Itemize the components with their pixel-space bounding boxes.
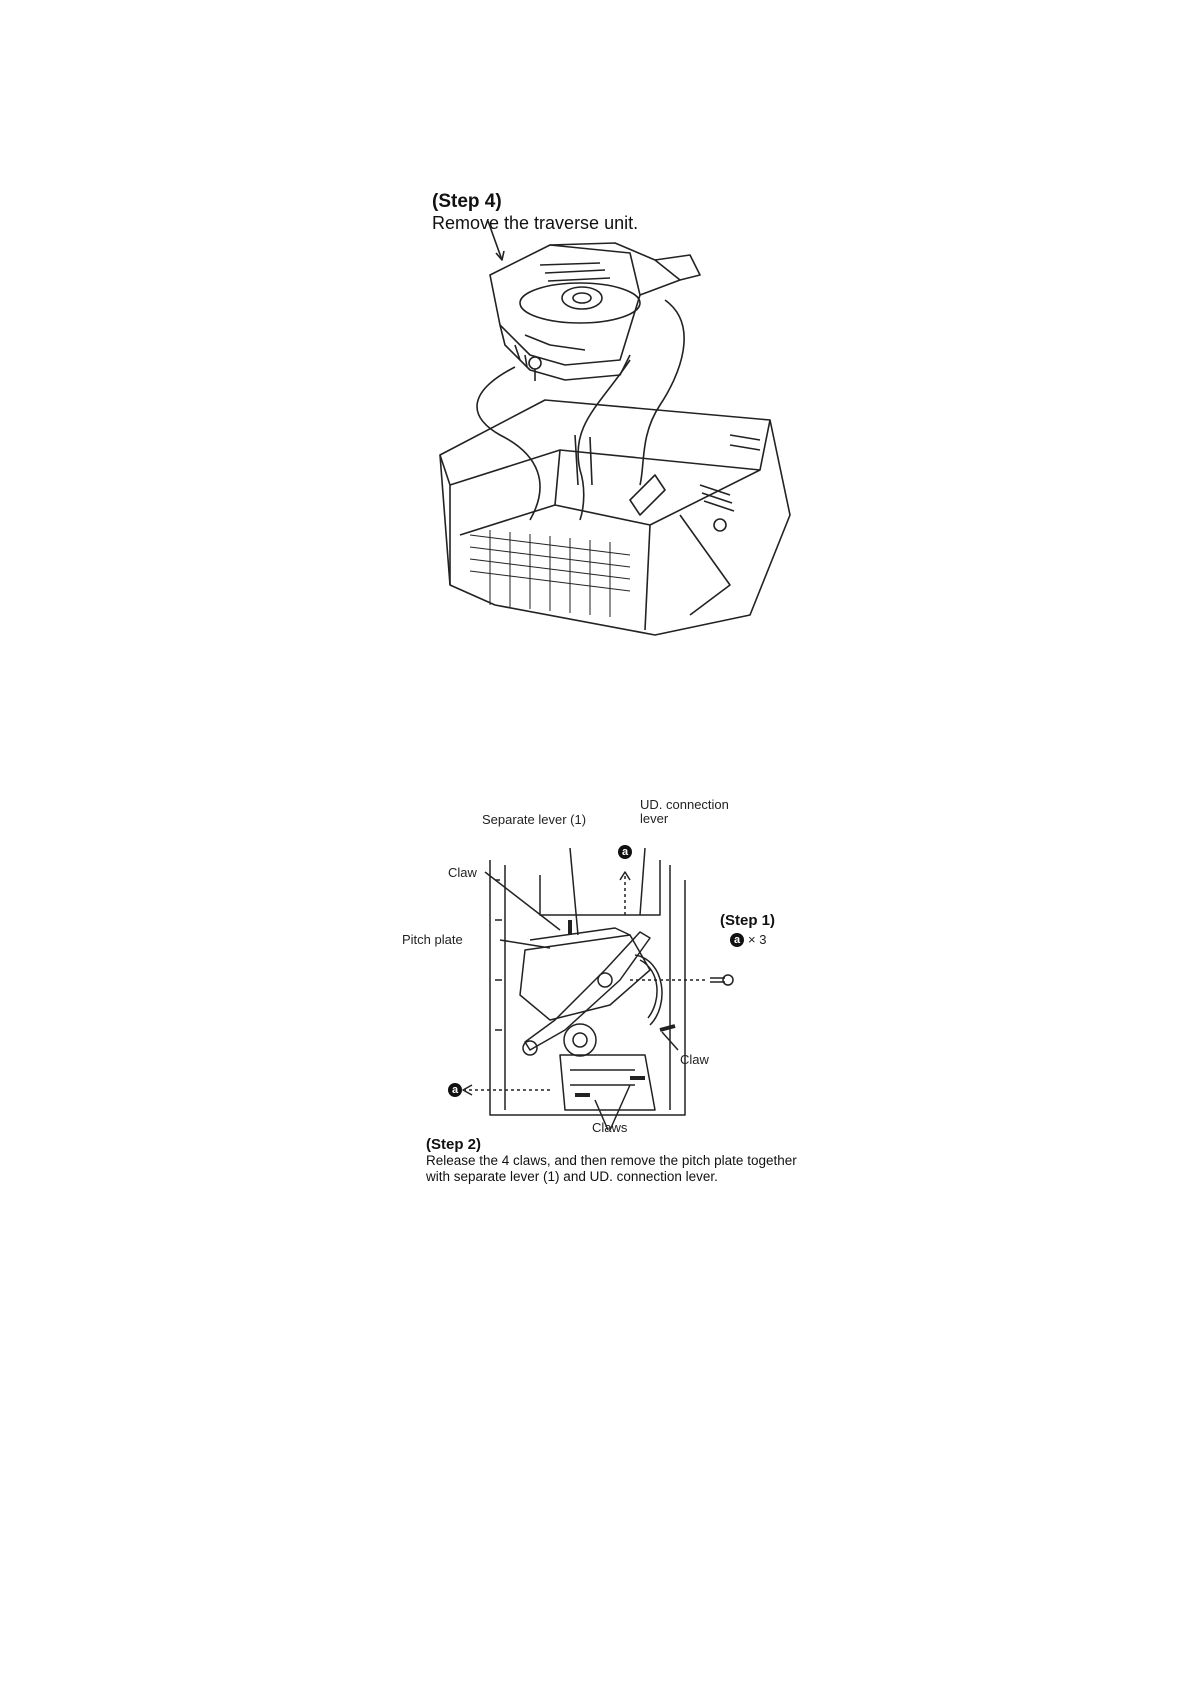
marker-a-top: a bbox=[618, 845, 632, 859]
label-claw-right: Claw bbox=[680, 1052, 709, 1067]
label-ud-connection-line2: lever bbox=[640, 811, 669, 826]
step4-title: (Step 4) bbox=[432, 191, 502, 212]
label-claw-top: Claw bbox=[448, 865, 477, 880]
marker-a-left: a bbox=[448, 1083, 462, 1097]
label-separate-lever: Separate lever (1) bbox=[482, 812, 587, 827]
step4-instruction: Remove the traverse unit. bbox=[432, 213, 639, 233]
step1-screw-count: × 3 bbox=[748, 932, 767, 947]
label-claws-bottom: Claws bbox=[592, 1120, 628, 1135]
step2-instruction: Release the 4 claws, and then remove the pitch plate together with separate lever (1) and UD. connection lever. bbox=[426, 1153, 797, 1184]
label-pitch-plate: Pitch plate bbox=[402, 932, 463, 947]
label-ud-connection-line1: UD. connection bbox=[640, 797, 729, 812]
marker-a-screw: a bbox=[730, 933, 744, 947]
step1-title: (Step 1) bbox=[720, 912, 776, 929]
traverse-unit-figure bbox=[430, 185, 830, 690]
pitch-plate-figure bbox=[402, 797, 830, 1220]
traverse-unit-drawing bbox=[430, 185, 830, 690]
pitch-plate-shape bbox=[520, 935, 650, 1020]
step2-title: (Step 2) bbox=[426, 1136, 482, 1153]
